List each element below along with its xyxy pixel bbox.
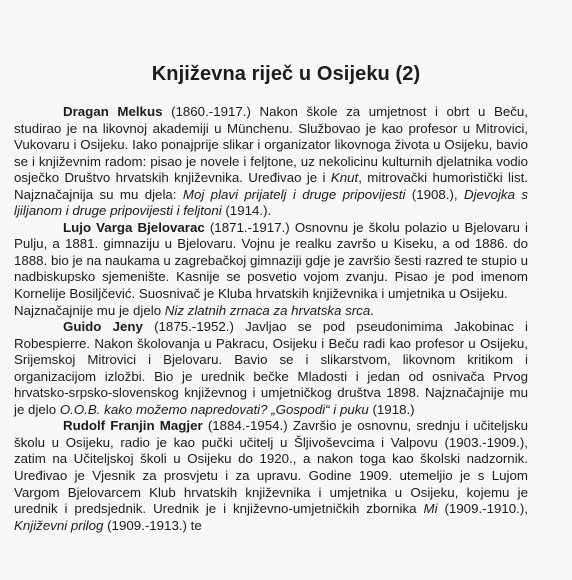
paragraph-text: (1884.-1954.) Završio je osnovnu, srednju i učiteljsku školu u Osijeku, radio je kao pučki učitelj u Šljivoševcima i Valpovu (1903.-1909.), zatim na Učiteljskoj školi u Osijeku do 1920., a nakon toga kao školski nadzornik. Uređivao je Vjesnik za prosvjetu i za upravu. Godine 1909. utemeljio je s Lujom Vargom Bjelovarcem Klub hrvatskih književnika i umjetnika u Osijeku, kojemu je urednik i predsjednik. Urednik je i književno-umjetničkih zbornika (14, 418, 528, 517)
article-body (14, 104, 528, 534)
author-name: Lujo Varga Bjelovarac (63, 219, 205, 235)
paragraph-text: (1908.), (405, 186, 464, 202)
paragraph-jeny (14, 319, 528, 418)
paragraph-text: , mitrovački humoristički list. Najznačajnija su mu djela: (14, 170, 528, 202)
paragraph-text: (1875.-1952.) Javljao se pod pseudonimima Jakobinac i Robespierre. Nakon školovanja u Pakracu, Osijeku i Beču radi kao profesor u Osijeku, Srijemskoj Mitrovici i Bjelovaru. Bavio se i slikarstvom, likovnom kritikom i organizacijom izložbi. Bio je urednik bečke Mladosti i jedan od osnivača Prvog hrvatsko-srpsko-slovenskog književnog i umjetničkog društva 1898. Najznačajnije mu je djelo (14, 319, 528, 417)
work-title: Knut (330, 170, 359, 186)
paragraph-varga (14, 220, 528, 303)
author-name: Rudolf Franjin Magjer (63, 418, 203, 434)
page-title: Književna riječ u Osijeku (2) (151, 63, 421, 85)
author-name: Guido Jeny (63, 319, 143, 335)
paragraph-text: (1909.-1913.) te (103, 517, 202, 533)
work-title: Djevojka s ljiljanom i druge pripovijesti i feljtoni (14, 186, 528, 219)
paragraph-text: (1918.) (368, 401, 415, 417)
work-title: Mi (423, 501, 438, 517)
paragraph-magjer (14, 418, 528, 534)
paragraph-text: (1909.-1910.), (437, 501, 528, 517)
paragraph-text: . (370, 302, 374, 318)
paragraph-text: (1871.-1917.) Osnovnu je školu polazio u Bjelovaru i Pulju, a 1881. gimnaziju u Bjelovaru. Vojnu je realku završo u Kiseku, a od 1886. do 1888. bio je na naukama u zagrebačkoj gimnaziji gdje je završio šesti razred te stupio u nadbiskupsko sjemenište. Kasnije se posvetio vojom zvanju. Pisao je pod imenom Kornelije Bosiljčević. Suosnivač je Kluba hrvatskih književnika i umjetnika u Osijeku. (14, 219, 528, 302)
work-title: Niz zlatnih zrnaca za hrvatska srca (164, 302, 371, 318)
work-title: O.O.B. kako možemo napredovati? „Gospodi“ i puku (59, 401, 369, 417)
paragraph-text: (1914.). (221, 203, 272, 219)
paragraph-varga-works (14, 303, 528, 320)
paragraph-melkus (14, 104, 528, 220)
paragraph-text: (1860.-1917.) Nakon škole za umjetnost i obrt u Beču, studirao je na likovnoj akademiji u Münchenu. Službovao je kao profesor u Mitrovici, Vukovaru i Osijeku. Iako ponajprije slikar i organizator likovnoga života u Osijeku, bavio se i književnim radom: pisao je novele i feljtone, uz nekolicinu kulturnih djelatnika vodio osječko Društvo hrvatskih književnika. Uređivao je i (14, 104, 529, 186)
work-title: Moj plavi prijatelj i druge pripovijesti (182, 186, 406, 202)
paragraph-text: Najznačajnije mu je djelo (14, 302, 165, 318)
work-title: Književni prilog (14, 517, 104, 533)
author-name: Dragan Melkus (63, 104, 163, 119)
